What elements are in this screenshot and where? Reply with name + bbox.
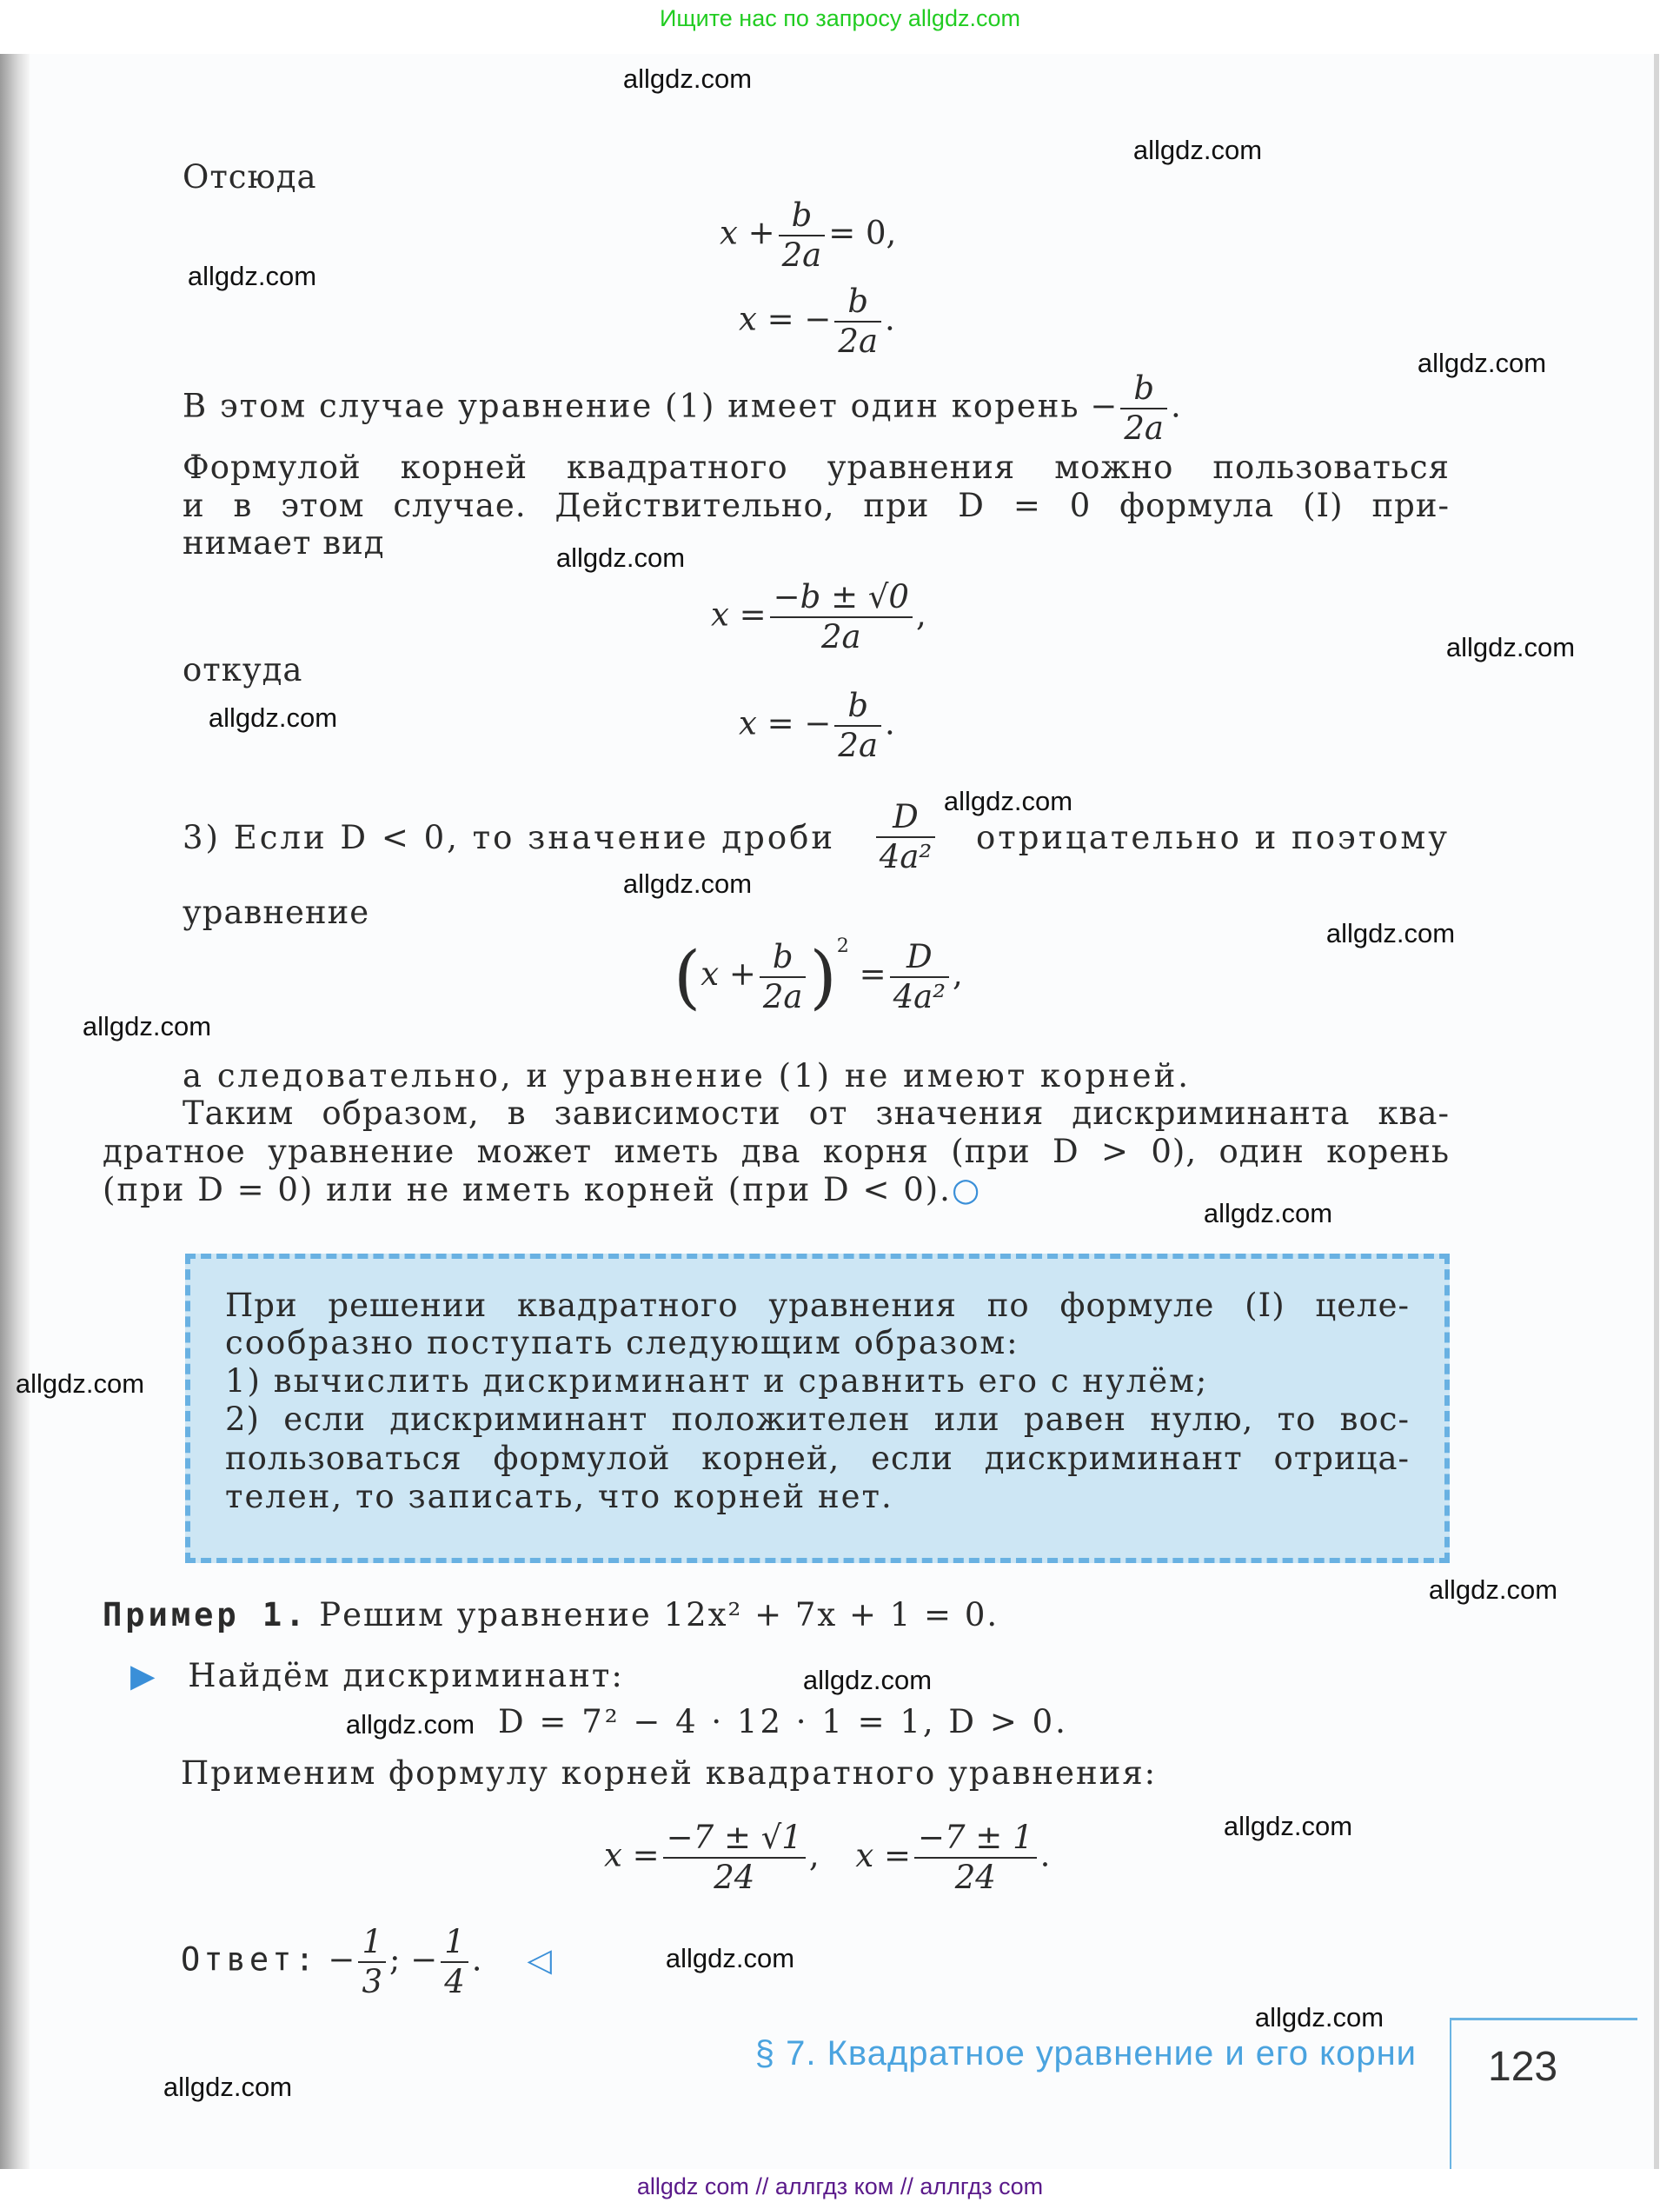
watermark[interactable]: allgdz.com bbox=[1203, 1198, 1333, 1228]
denominator: 2a bbox=[781, 236, 822, 274]
page-number-frame-top bbox=[1450, 2018, 1637, 2020]
formula-rhs: . bbox=[1039, 1836, 1051, 1874]
rule-line-5: пользоваться формулой корней, если дискриминант отрица- bbox=[225, 1440, 1410, 1477]
rule-line-3: 1) вычислить дискриминант и сравнить его с нулём; bbox=[225, 1362, 1209, 1400]
minus: − bbox=[328, 1940, 355, 1979]
formula-x: x + bbox=[701, 955, 756, 993]
denominator: 2a bbox=[1124, 409, 1164, 447]
watermark[interactable]: allgdz.com bbox=[1417, 348, 1547, 378]
numerator: b bbox=[834, 283, 881, 323]
root-sign: − bbox=[1090, 387, 1118, 425]
formula-lhs: x = − bbox=[739, 300, 832, 338]
text-summary-3 bbox=[103, 1166, 981, 1214]
text-formula-line-1: Формулой корней квадратного уравнения можно пользоваться bbox=[183, 449, 1450, 486]
period: . bbox=[471, 1940, 482, 1979]
separator: , bbox=[808, 1836, 820, 1874]
formula-lhs: x = bbox=[711, 595, 767, 634]
numerator: −b ± √0 bbox=[770, 578, 913, 618]
watermark[interactable]: allgdz.com bbox=[1428, 1574, 1558, 1605]
denominator: 4a² bbox=[879, 838, 933, 875]
one-root-text: В этом случае уравнение (1) имеет один корень bbox=[183, 387, 1080, 425]
answer-label: Ответ: bbox=[181, 1940, 318, 1979]
denominator: 2a bbox=[838, 323, 879, 360]
close-paren: ) bbox=[809, 936, 837, 1017]
formula-x-equals-minus-b-over-2a-2 bbox=[739, 687, 895, 765]
numerator: b bbox=[779, 196, 826, 236]
text-consequently: а следовательно, и уравнение (1) не имеют корней. bbox=[183, 1057, 1192, 1095]
formula-rhs: , bbox=[915, 595, 926, 634]
separator: ; bbox=[388, 1940, 401, 1979]
case-3-text-b: отрицательно и поэтому bbox=[975, 818, 1450, 856]
denominator: 3 bbox=[362, 1963, 382, 2000]
watermark[interactable]: allgdz.com bbox=[665, 1943, 795, 1973]
formula-lhs: x = bbox=[855, 1836, 911, 1874]
denominator: 2a bbox=[821, 618, 861, 655]
watermark[interactable]: allgdz.com bbox=[345, 1709, 475, 1740]
numerator: 1 bbox=[358, 1923, 386, 1963]
numerator: b bbox=[1120, 369, 1167, 409]
formula-lhs: x + bbox=[720, 214, 775, 252]
text-otsyuda: Отсюда bbox=[183, 158, 317, 196]
case-3-text-a: 3) Если D < 0, то значение дроби bbox=[183, 818, 836, 856]
fraction bbox=[1120, 369, 1167, 448]
find-discriminant-line bbox=[130, 1652, 624, 1700]
rule-line-2: сообразно поступать следующим образом: bbox=[225, 1324, 1019, 1361]
solution-start-triangle-icon: ▶ bbox=[130, 1657, 156, 1694]
text-uravnenie: уравнение bbox=[183, 894, 370, 931]
watermark[interactable]: allgdz.com bbox=[1325, 918, 1456, 948]
text-otkuda: откуда bbox=[183, 651, 303, 689]
rule-line-1: При решении квадратного уравнения по формуле (I) целе- bbox=[225, 1287, 1410, 1324]
fraction bbox=[358, 1923, 386, 2001]
text-summary-2: дратное уравнение может иметь два корня (при D > 0), один корень bbox=[103, 1133, 1450, 1170]
bottom-banner[interactable]: allgdz com // аллгдз ком // аллгдз com bbox=[636, 2173, 1044, 2199]
example-statement: Решим уравнение 12x² + 7x + 1 = 0. bbox=[319, 1596, 999, 1633]
numerator: b bbox=[834, 687, 881, 727]
watermark[interactable]: allgdz.com bbox=[82, 1011, 212, 1041]
solution-end-triangle-icon: ◁ bbox=[527, 1940, 552, 1979]
watermark[interactable]: allgdz.com bbox=[15, 1368, 145, 1399]
fraction bbox=[914, 1819, 1037, 1897]
section-title-footer: § 7. Квадратное уравнение и его корни bbox=[754, 2034, 1417, 2073]
formula-x-plus-b-over-2a bbox=[720, 196, 896, 275]
answer-line bbox=[181, 1923, 552, 2001]
numerator: b bbox=[760, 938, 807, 978]
watermark[interactable]: allgdz.com bbox=[1223, 1811, 1353, 1841]
formula-rhs: . bbox=[885, 704, 895, 742]
rule-line-6: телен, то записать, что корней нет. bbox=[225, 1478, 893, 1515]
watermark[interactable]: allgdz.com bbox=[1445, 632, 1576, 662]
watermark[interactable]: allgdz.com bbox=[802, 1665, 933, 1695]
equals: = bbox=[859, 955, 886, 993]
formula-lhs: x = bbox=[604, 1836, 660, 1874]
exponent: 2 bbox=[836, 935, 849, 957]
example-label: Пример 1. bbox=[103, 1596, 309, 1633]
denominator: 2a bbox=[762, 977, 803, 1015]
watermark[interactable]: allgdz.com bbox=[163, 2072, 293, 2102]
watermark[interactable]: allgdz.com bbox=[555, 542, 686, 573]
watermark[interactable]: allgdz.com bbox=[622, 868, 753, 899]
page-number: 123 bbox=[1488, 2044, 1558, 2090]
denominator: 24 bbox=[954, 1859, 996, 1896]
numerator: D bbox=[876, 798, 935, 838]
formula-root-d-zero bbox=[711, 578, 926, 656]
watermark[interactable]: allgdz.com bbox=[208, 702, 338, 733]
numerator: D bbox=[890, 938, 949, 978]
fraction bbox=[890, 938, 949, 1016]
numerator: −7 ± √1 bbox=[663, 1819, 806, 1859]
formula-lhs: x = − bbox=[739, 704, 832, 742]
text-formula-line-2: и в этом случае. Действительно, при D = 0 формула (I) при- bbox=[183, 487, 1450, 524]
formula-rhs: , bbox=[953, 955, 963, 993]
denominator: 2a bbox=[838, 727, 879, 764]
fraction bbox=[834, 283, 881, 361]
case-3-line bbox=[183, 798, 1450, 876]
example-heading bbox=[103, 1591, 999, 1640]
formula-rhs: = 0, bbox=[828, 214, 897, 252]
apply-formula-text: Применим формулу корней квадратного уравнения: bbox=[181, 1754, 1158, 1792]
example-roots-formula bbox=[604, 1819, 1050, 1897]
period: . bbox=[1170, 387, 1181, 425]
denominator: 4 bbox=[444, 1963, 465, 2000]
fraction bbox=[760, 938, 807, 1016]
summary-3-text: (при D = 0) или не иметь корней (при D < 0). bbox=[103, 1171, 952, 1208]
text-summary-1: Таким образом, в зависимости от значения дискриминанта ква- bbox=[183, 1095, 1450, 1132]
watermark[interactable]: allgdz.com bbox=[1254, 2002, 1385, 2033]
page-number-frame-left bbox=[1450, 2018, 1451, 2169]
text-formula-line-3: нимает вид bbox=[183, 524, 385, 562]
fraction bbox=[779, 196, 826, 275]
formula-x-equals-minus-b-over-2a bbox=[739, 283, 895, 361]
fraction bbox=[770, 578, 913, 656]
formula-rhs: . bbox=[885, 300, 895, 338]
watermark[interactable]: allgdz.com bbox=[622, 63, 753, 94]
denominator: 24 bbox=[714, 1859, 755, 1896]
minus: − bbox=[410, 1940, 438, 1979]
watermark[interactable]: allgdz.com bbox=[1132, 135, 1263, 165]
formula-squared-completion bbox=[674, 935, 963, 1017]
page-right-edge bbox=[1654, 54, 1659, 2169]
find-discriminant-text: Найдём дискриминант: bbox=[188, 1657, 624, 1694]
rule-line-4: 2) если дискриминант положителен или равен нулю, то вос- bbox=[225, 1401, 1410, 1438]
denominator: 4a² bbox=[893, 977, 946, 1015]
one-root-line bbox=[183, 369, 1181, 448]
fraction bbox=[663, 1819, 806, 1897]
numerator: −7 ± 1 bbox=[914, 1819, 1037, 1859]
fraction-d-over-4a2 bbox=[876, 798, 935, 876]
open-paren: ( bbox=[674, 936, 701, 1017]
watermark[interactable]: allgdz.com bbox=[187, 261, 317, 291]
watermark[interactable]: allgdz.com bbox=[943, 786, 1073, 816]
numerator: 1 bbox=[441, 1923, 468, 1963]
top-banner: Ищите нас по запросу allgdz.com bbox=[660, 5, 1020, 31]
discriminant-calculation: D = 7² − 4 · 12 · 1 = 1, D > 0. bbox=[498, 1703, 1068, 1740]
proof-end-circle-icon: ○ bbox=[951, 1171, 982, 1208]
page-gutter-shadow bbox=[0, 54, 30, 2169]
fraction bbox=[441, 1923, 468, 2001]
fraction bbox=[834, 687, 881, 765]
